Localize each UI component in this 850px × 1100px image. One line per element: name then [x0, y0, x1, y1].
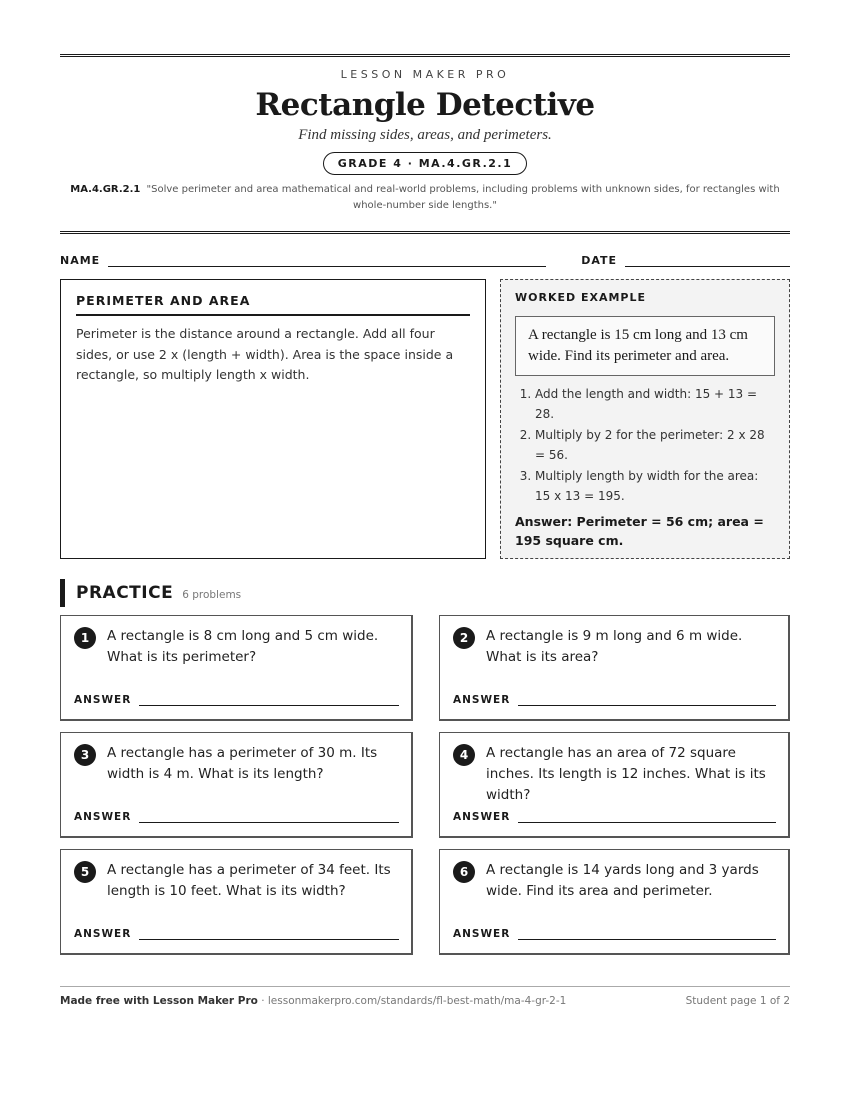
standard-code: MA.4.GR.2.1 [70, 184, 141, 195]
problem-text: A rectangle is 8 cm long and 5 cm wide. What is its perimeter? [107, 628, 379, 665]
footer-url[interactable]: · lessonmakerpro.com/standards/fl-best-math/ma-4-gr-2-1 [257, 995, 567, 1007]
concept-body: Perimeter is the distance around a rectangle. Add all four sides, or use 2 x (length + width). Area is the space inside a rectangle, so multiply length x width. [76, 326, 454, 382]
page-footer [60, 986, 790, 1007]
problem-number-badge: 1 [74, 627, 96, 649]
worked-example-steps [515, 385, 775, 506]
answer-field[interactable] [139, 696, 399, 706]
answer-label: ANSWER [74, 694, 132, 706]
problem-number-badge: 3 [74, 744, 96, 766]
brand-label: LESSON MAKER PRO [340, 68, 510, 81]
answer-label: ANSWER [74, 928, 132, 940]
problem-card-6 [439, 849, 790, 955]
answer-label: ANSWER [453, 811, 511, 823]
problem-card-3 [60, 732, 413, 838]
worked-example-title: WORKED EXAMPLE [515, 291, 646, 304]
problem-card-5 [60, 849, 413, 955]
date-field[interactable] [625, 255, 790, 267]
header-rule-bottom [60, 231, 790, 234]
problem-text: A rectangle has a perimeter of 34 feet. Its length is 10 feet. What is its width? [107, 862, 391, 899]
answer-field[interactable] [518, 930, 776, 940]
concept-title: PERIMETER AND AREA [76, 293, 470, 316]
worked-example-problem: A rectangle is 15 cm long and 13 cm wide. Find its perimeter and area. [515, 316, 775, 376]
problem-text: A rectangle has an area of 72 square inches. Its length is 12 inches. What is its width? [486, 745, 766, 803]
footer-page-number: Student page 1 of 2 [685, 995, 790, 1007]
answer-label: ANSWER [74, 811, 132, 823]
standard-text: "Solve perimeter and area mathematical and real-world problems, including problems with unknown sides, for rectangles with whole-number side lengths." [146, 184, 780, 211]
grade-badge: GRADE 4 · MA.4.GR.2.1 [323, 152, 528, 175]
practice-header [60, 579, 790, 607]
answer-label: ANSWER [453, 694, 511, 706]
name-field[interactable] [108, 255, 546, 267]
worked-example-step: 2. Multiply by 2 for the perimeter: 2 x 28 = 56. [535, 426, 775, 465]
problem-number-badge: 4 [453, 744, 475, 766]
practice-title: PRACTICE [76, 583, 174, 603]
header-rule-top [60, 54, 790, 57]
practice-grid [60, 615, 790, 955]
worksheet-page [60, 54, 790, 955]
problem-text: A rectangle has a perimeter of 30 m. Its width is 4 m. What is its length? [107, 745, 378, 782]
worksheet-subtitle: Find missing sides, areas, and perimeters. [298, 127, 552, 143]
problem-card-4 [439, 732, 790, 838]
date-label: DATE [581, 254, 617, 267]
practice-count: 6 problems [182, 588, 242, 601]
worked-example-step: 1. Add the length and width: 15 + 13 = 28. [535, 385, 775, 424]
answer-label: ANSWER [453, 928, 511, 940]
worked-example-step: 3. Multiply length by width for the area: 15 x 13 = 195. [535, 467, 775, 506]
student-fields [60, 251, 790, 267]
problem-number-badge: 5 [74, 861, 96, 883]
answer-field[interactable] [139, 813, 399, 823]
problem-number-badge: 6 [453, 861, 475, 883]
problem-card-2 [439, 615, 790, 721]
answer-field[interactable] [518, 696, 776, 706]
problem-number-badge: 2 [453, 627, 475, 649]
worked-example-answer: Answer: Perimeter = 56 cm; area = 195 square cm. [515, 514, 764, 548]
standard-description [60, 182, 790, 214]
footer-made-with: Made free with Lesson Maker Pro [60, 995, 258, 1007]
problem-text: A rectangle is 9 m long and 6 m wide. What is its area? [486, 628, 743, 665]
concept-box [60, 279, 486, 559]
problem-card-1 [60, 615, 413, 721]
name-label: NAME [60, 254, 101, 267]
problem-text: A rectangle is 14 yards long and 3 yards wide. Find its area and perimeter. [486, 862, 759, 899]
footer-credit [60, 995, 566, 1007]
answer-field[interactable] [518, 813, 776, 823]
worksheet-title: Rectangle Detective [255, 87, 595, 123]
answer-field[interactable] [139, 930, 399, 940]
worked-example-box [500, 279, 790, 559]
